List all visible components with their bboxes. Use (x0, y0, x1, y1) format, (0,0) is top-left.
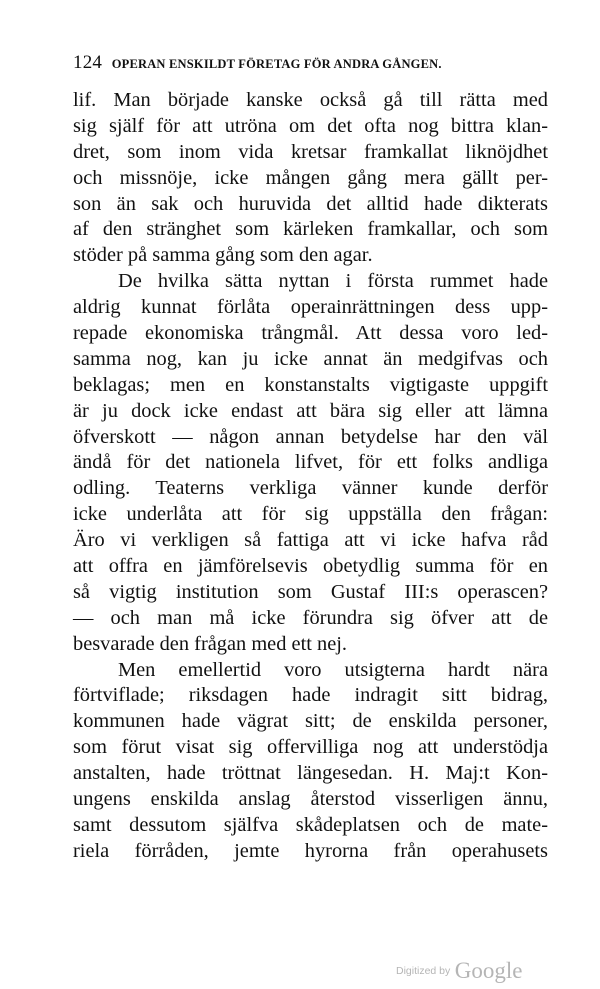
text-line: Äro vi verkligen så fattiga att vi icke hafva råd (73, 529, 548, 552)
body-text (73, 88, 548, 865)
text-line: besvarade den frågan med ett nej. (73, 632, 348, 655)
text-line: samma nog, kan ju icke annat än medgifvas och (73, 347, 548, 370)
running-title: OPERAN ENSKILDT FÖRETAG FÖR ANDRA GÅNGEN. (111, 57, 442, 71)
text-line: som förut visat sig offervilliga nog att understödja (73, 736, 548, 759)
text-line: lif. Man började kanske också gå till rätta med (73, 89, 548, 111)
text-line: sig själf för att utröna om det ofta nog bittra klan- (73, 114, 548, 137)
text-line: aldrig kunnat förlåta operainrättningen dess upp- (73, 296, 548, 319)
text-line: och missnöje, icke mången gång mera gällt per- (73, 166, 548, 189)
text-line: beklagas; men en konstanstalts vigtigaste uppgift (73, 373, 548, 396)
text-line: — och man må icke förundra sig öfver att de (73, 606, 548, 629)
page-number: 124 (73, 52, 103, 73)
text-line: samt dessutom själfva skådeplatsen och de mate- (73, 813, 548, 836)
text-line: så vigtig institution som Gustaf III:s operascen? (73, 580, 548, 603)
text-line: ändå för det nationela lifvet, för ett folks andliga (73, 451, 548, 474)
text-line: dret, som inom vida kretsar framkallat liknöjdhet (73, 140, 548, 163)
text-line: stöder på samma gång som den agar. (73, 244, 373, 267)
text-line: Men emellertid voro utsigterna hardt nära (118, 658, 548, 681)
text-line: repade ekonomiska trångmål. Att dessa voro led- (73, 322, 548, 345)
text-line: De hvilka sätta nyttan i första rummet hade (118, 270, 548, 293)
text-line: ungens enskilda anslag återstod visserligen ännu, (73, 788, 548, 811)
text-line: öfverskott — någon annan betydelse har den väl (73, 425, 548, 448)
text-line: af den stränghet som kärleken framkallar, och som (73, 218, 548, 241)
text-line: odling. Teaterns verkliga vänner kunde derför (73, 477, 548, 500)
text-line: att offra en jämförelsevis obetydlig summa för en (73, 555, 548, 578)
text-line: son än sak och huruvida det alltid hade dikterats (73, 192, 548, 215)
running-header (73, 52, 533, 74)
text-line: riela förråden, jemte hyrorna från operahusets (73, 839, 548, 862)
text-line: icke underlåta att för sig uppställa den frågan: (73, 503, 548, 526)
watermark-prefix: Digitized by (396, 965, 451, 977)
text-line: är ju dock icke endast att bära sig eller att lämna (73, 399, 548, 422)
text-line: kommunen hade vägrat sitt; de enskilda personer, (73, 710, 548, 733)
text-line: förtviflade; riksdagen hade indragit sitt bidrag, (73, 684, 548, 707)
digitized-watermark (396, 958, 522, 984)
watermark-brand: Google (454, 958, 523, 983)
text-line: anstalten, hade tröttnat längesedan. H. Maj:t Kon- (73, 762, 548, 785)
